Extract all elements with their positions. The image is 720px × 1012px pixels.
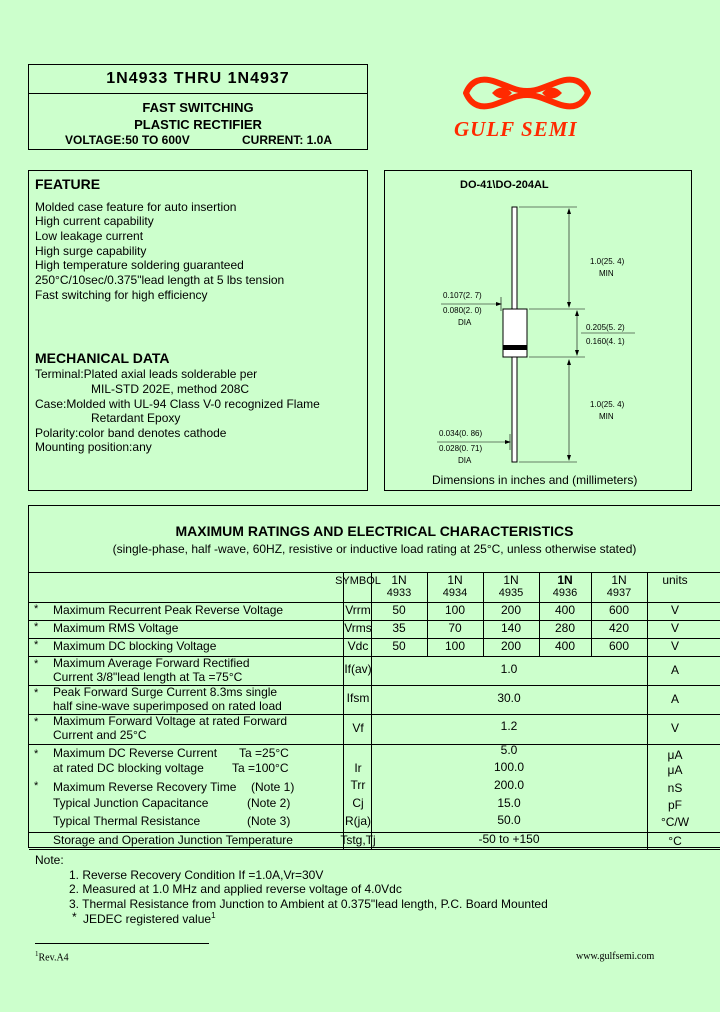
value-cell: 200 [500, 603, 522, 617]
jedec-mark: * [34, 687, 39, 699]
symbol-header: SYMBOL [335, 575, 381, 587]
package-panel [384, 170, 692, 491]
part-number: 4937 [606, 587, 632, 599]
param-label: Maximum Forward Voltage at rated Forward [53, 714, 288, 728]
body-dia-max: 0.107(2. 7) [443, 291, 482, 300]
mechanical-line: Retardant Epoxy [91, 411, 181, 425]
body-dia-min: 0.080(2. 0) [443, 306, 482, 315]
param-label: Maximum Recurrent Peak Reverse Voltage [53, 603, 284, 617]
feature-heading: FEATURE [35, 176, 101, 192]
param-condition: Ta =25°C [239, 746, 289, 760]
param-symbol: Vrrm [345, 603, 371, 617]
value-cell: -50 to +150 [478, 832, 540, 846]
mechanical-line: Terminal:Plated axial leads solderable per [35, 367, 258, 381]
ratings-table [28, 505, 720, 848]
param-label-cont: Current and 25°C [53, 728, 147, 742]
product-type-line1: FAST SWITCHING [142, 100, 254, 115]
param-label: Peak Forward Surge Current 8.3ms single [53, 685, 278, 699]
unit-cell: A [670, 663, 679, 677]
value-cell: 50 [392, 603, 406, 617]
param-condition: (Note 1) [251, 780, 295, 794]
param-symbol: Tstg,Tj [340, 833, 376, 847]
value-cell: 100.0 [493, 760, 525, 774]
feature-item: High current capability [35, 214, 154, 228]
gulf-semi-logo-icon [462, 70, 592, 116]
package-name: DO-41\DO-204AL [460, 179, 549, 191]
note-jedec-text: JEDEC registered value [83, 912, 212, 926]
value-cell: 5.0 [500, 743, 518, 757]
part-prefix: 1N [447, 573, 463, 587]
value-cell: 280 [554, 621, 576, 635]
part-number: 4936 [552, 587, 578, 599]
feature-item: High temperature soldering guaranteed [35, 258, 244, 272]
value-cell: 70 [448, 621, 462, 635]
unit-cell: °C/W [660, 815, 690, 829]
note-item: 2. Measured at 1.0 MHz and applied reverse voltage of 4.0Vdc [69, 882, 402, 896]
part-prefix: 1N [391, 573, 407, 587]
voltage-spec: VOLTAGE:50 TO 600V [65, 133, 190, 147]
feature-item: Molded case feature for auto insertion [35, 200, 237, 214]
param-symbol: Trr [350, 778, 366, 792]
revision [35, 950, 69, 963]
lead-length-top: 1.0(25. 4) [590, 257, 625, 266]
lead-dia-min: 0.028(0. 71) [439, 444, 483, 453]
mechanical-line: Polarity:color band denotes cathode [35, 426, 227, 440]
value-cell: 100 [444, 603, 466, 617]
footnote-rule [35, 943, 209, 944]
feature-item: High surge capability [35, 244, 147, 258]
revision-sup: 1 [35, 950, 39, 958]
param-label: Typical Junction Capacitance [53, 796, 209, 810]
value-cell: 200.0 [493, 778, 525, 792]
value-cell: 600 [608, 639, 630, 653]
lead-dia-max: 0.034(0. 86) [439, 429, 483, 438]
param-condition: Ta =100°C [232, 761, 289, 775]
param-symbol: Vdc [347, 639, 369, 653]
current-spec: CURRENT: 1.0A [242, 133, 333, 147]
divider [29, 93, 367, 94]
revision-text: Rev.A4 [38, 952, 69, 964]
body-length-max: 0.205(5. 2) [586, 323, 625, 332]
value-cell: 30.0 [497, 691, 521, 705]
param-label: Maximum Average Forward Rectified [53, 656, 250, 670]
unit-cell: V [670, 721, 679, 735]
part-range-title: 1N4933 THRU 1N4937 [106, 70, 290, 87]
param-symbol: R(ja) [345, 814, 371, 828]
lead-dia-label: DIA [458, 456, 472, 465]
feature-item: Fast switching for high efficiency [35, 288, 208, 302]
ratings-title: MAXIMUM RATINGS AND ELECTRICAL CHARACTERISTICS [175, 523, 574, 539]
param-condition: (Note 2) [247, 796, 291, 810]
diode-outline-drawing [385, 171, 691, 491]
mechanical-line: MIL-STD 202E, method 208C [91, 382, 250, 396]
value-cell: 1.0 [500, 662, 518, 676]
param-label: Maximum DC Reverse Current [53, 746, 218, 760]
unit-cell: V [670, 639, 679, 653]
param-label: Maximum DC blocking Voltage [53, 639, 217, 653]
unit-cell: A [670, 692, 679, 706]
jedec-mark: * [34, 658, 39, 670]
note-item: 1. Reverse Recovery Condition If =1.0A,Vr=30V [69, 868, 324, 882]
value-cell: 50.0 [497, 813, 521, 827]
value-cell: 200 [500, 639, 522, 653]
title-block [28, 64, 368, 150]
param-symbol: If(av) [344, 662, 372, 676]
feature-panel [28, 170, 368, 491]
jedec-mark: * [34, 639, 39, 651]
param-label-cont: at rated DC blocking voltage [53, 761, 204, 775]
param-label-cont: half sine-wave superimposed on rated load [53, 699, 282, 713]
param-condition: (Note 3) [247, 814, 291, 828]
unit-cell: °C [668, 834, 682, 848]
value-cell: 400 [554, 603, 576, 617]
part-prefix: 1N [611, 573, 627, 587]
part-number: 4934 [442, 587, 468, 599]
note-jedec [83, 911, 216, 926]
param-label-cont: Current 3/8"lead length at Ta =75°C [53, 670, 243, 684]
unit-cell: μA [667, 763, 683, 777]
param-symbol: Ifsm [346, 691, 370, 705]
unit-cell: nS [667, 781, 683, 795]
param-label: Typical Thermal Resistance [53, 814, 201, 828]
value-cell: 50 [392, 639, 406, 653]
body-dia-label: DIA [458, 318, 472, 327]
note-jedec-mark: * [72, 910, 77, 924]
ratings-subtitle: (single-phase, half -wave, 60HZ, resistive or inductive load rating at 25°C, unless otherwise stated) [112, 542, 637, 556]
jedec-mark: * [34, 621, 39, 633]
jedec-mark: * [34, 780, 39, 792]
mechanical-heading: MECHANICAL DATA [35, 350, 170, 366]
param-symbol: Vrms [344, 621, 372, 635]
dimensions-caption: Dimensions in inches and (millimeters) [432, 473, 638, 487]
value-cell: 15.0 [497, 796, 521, 810]
value-cell: 1.2 [500, 719, 518, 733]
value-cell: 140 [500, 621, 522, 635]
jedec-mark: * [34, 748, 39, 760]
unit-cell: V [670, 621, 679, 635]
part-number: 4935 [498, 587, 524, 599]
website-link[interactable]: www.gulfsemi.com [576, 951, 655, 962]
feature-item: 250°C/10sec/0.375"lead length at 5 lbs tension [35, 273, 285, 287]
lead-length-bottom: 1.0(25. 4) [590, 400, 625, 409]
param-label: Maximum RMS Voltage [53, 621, 179, 635]
value-cell: 420 [608, 621, 630, 635]
jedec-mark: * [34, 603, 39, 615]
unit-cell: pF [667, 798, 682, 812]
unit-cell: μA [667, 748, 683, 762]
value-cell: 35 [392, 621, 406, 635]
lead-length-bottom-min: MIN [599, 412, 614, 421]
part-number: 4933 [386, 587, 412, 599]
brand-name: GULF SEMI [454, 117, 578, 141]
mechanical-line: Case:Molded with UL-94 Class V-0 recognized Flame [35, 397, 320, 411]
feature-item: Low leakage current [35, 229, 144, 243]
body-length-min: 0.160(4. 1) [586, 337, 625, 346]
part-prefix: 1N [557, 573, 573, 587]
note-jedec-sup: 1 [211, 911, 216, 920]
param-symbol: Vf [352, 721, 364, 735]
value-cell: 100 [444, 639, 466, 653]
notes-heading: Note: [35, 853, 64, 867]
product-type-line2: PLASTIC RECTIFIER [134, 117, 262, 132]
value-cell: 600 [608, 603, 630, 617]
param-label: Storage and Operation Junction Temperature [53, 833, 293, 847]
part-prefix: 1N [503, 573, 519, 587]
param-symbol: Cj [352, 796, 364, 810]
unit-cell: V [670, 603, 679, 617]
lead-length-top-min: MIN [599, 269, 614, 278]
mechanical-line: Mounting position:any [35, 440, 152, 454]
param-label: Maximum Reverse Recovery Time [53, 780, 237, 794]
param-symbol: Ir [354, 761, 362, 775]
jedec-mark: * [34, 716, 39, 728]
value-cell: 400 [554, 639, 576, 653]
units-header: units [662, 573, 688, 587]
note-item: 3. Thermal Resistance from Junction to Ambient at 0.375"lead length, P.C. Board Mounted [69, 897, 548, 911]
